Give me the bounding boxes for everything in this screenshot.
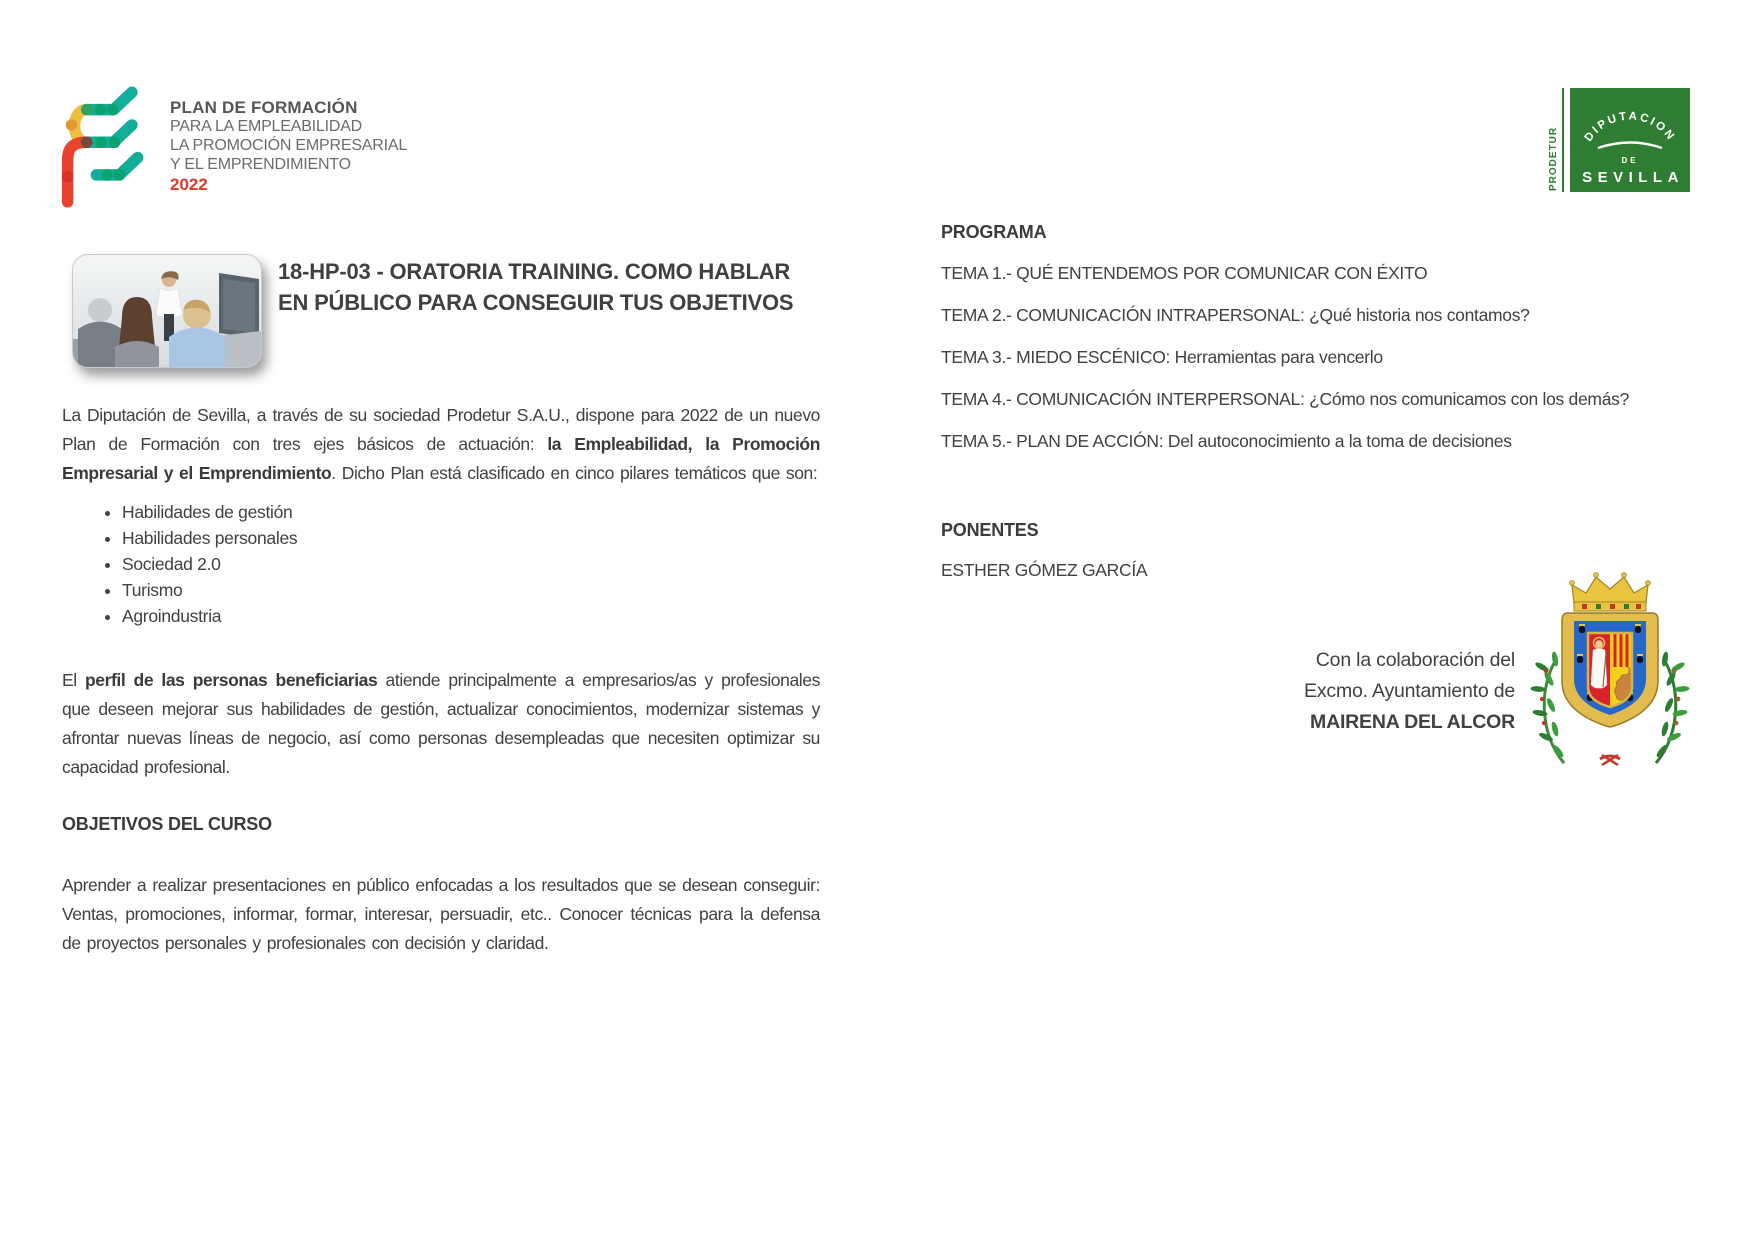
intro-paragraph — [62, 401, 820, 488]
program-item: TEMA 2.- COMUNICACIÓN INTRAPERSONAL: ¿Qué historia nos contamos? — [941, 305, 1530, 325]
beneficiaries-text-start: El — [62, 669, 85, 690]
list-item: • Turismo — [122, 577, 297, 603]
diputacion-de-text: DE — [1621, 156, 1639, 165]
shield — [1562, 613, 1658, 727]
plan-logo-line3: Y EL EMPRENDIMIENTO — [170, 156, 351, 173]
plan-formacion-logo-text — [170, 86, 407, 210]
ribbon — [1600, 755, 1620, 765]
plan-logo-line1: PARA LA EMPLEABILIDAD — [170, 118, 363, 135]
course-title-line2: EN PÚBLICO PARA CONSEGUIR TUS OBJETIVOS — [278, 290, 794, 315]
collaboration-line1: Con la colaboración del — [1315, 649, 1515, 671]
list-item: • Habilidades personales — [122, 525, 297, 551]
plan-logo-title: PLAN DE FORMACIÓN — [170, 98, 358, 117]
speaker-name: ESTHER GÓMEZ GARCÍA — [941, 560, 1148, 580]
coat-of-arms-icon — [1530, 563, 1690, 775]
plan-formacion-logo-icon — [58, 86, 154, 210]
mairena-coat-of-arms — [1530, 563, 1690, 780]
diputacion-arc-text: DIPUTACION — [1582, 110, 1678, 144]
audience-figures — [73, 297, 225, 367]
collaboration-line2: Excmo. Ayuntamiento de — [1304, 680, 1515, 702]
logo-divider-bar — [1562, 88, 1564, 192]
oak-branch-right — [1655, 651, 1690, 763]
diputacion-sevilla-square-icon — [1569, 88, 1691, 192]
list-item: • Sociedad 2.0 — [122, 551, 297, 577]
diputacion-sevilla-logo — [1548, 88, 1691, 192]
plan-logo-line2: LA PROMOCIÓN EMPRESARIAL — [170, 137, 408, 154]
prodetur-vertical-label: PRODETUR — [1548, 126, 1559, 191]
crown — [1570, 573, 1651, 611]
list-item: • Agroindustria — [122, 603, 297, 629]
intro-text-end: . Dicho Plan está clasificado en cinco pilares temáticos que son: — [331, 462, 818, 483]
beneficiaries-text-end: atiende principalmente a empresarios/as y profesionales que deseen mejorar sus habilidades de gestión, actualizar conocimientos, modernizar sistemas y afrontar nuevas líneas de negocio, así como personas desempleadas que necesiten optimizar su capacidad profesional. — [62, 669, 820, 777]
program-list — [941, 263, 1671, 473]
program-heading: PROGRAMA — [941, 222, 1047, 242]
presentation-scene-image — [73, 255, 261, 367]
plan-logo-year: 2022 — [170, 175, 208, 194]
objectives-paragraph: Aprender a realizar presentaciones en público enfocadas a los resultados que se desean conseguir: Ventas, promociones, informar, formar, interesar, persuadir, etc.. Conocer técnicas para la defensa de proyectos personales y profesionales con decisión y claridad. — [62, 874, 820, 953]
collaboration-block — [1050, 645, 1515, 738]
sevilla-text: SEVILLA — [1582, 169, 1684, 186]
beneficiaries-paragraph — [62, 666, 820, 782]
intro-text-bold: la Empleabilidad, la Promoción Empresarial y el Emprendimiento — [62, 433, 820, 483]
laurel-branch-left — [1530, 651, 1565, 763]
course-photo — [72, 254, 262, 368]
plan-formacion-logo — [58, 86, 407, 210]
course-title-line1: 18-HP-03 - ORATORIA TRAINING. COMO HABLAR — [278, 259, 791, 284]
program-item: TEMA 3.- MIEDO ESCÉNICO: Herramientas para vencerlo — [941, 347, 1383, 367]
intro-text-start: La Diputación de Sevilla, a través de su sociedad Prodetur S.A.U., dispone para 2022 de un nuevo Plan de Formación con tres ejes básicos de actuación: — [62, 404, 820, 454]
program-item: TEMA 4.- COMUNICACIÓN INTERPERSONAL: ¿Cómo nos comunicamos con los demás? — [941, 389, 1630, 409]
list-item: • Habilidades de gestión — [122, 499, 297, 525]
course-title — [278, 256, 878, 318]
speakers-heading: PONENTES — [941, 520, 1039, 540]
beneficiaries-text-bold: perfil de las personas beneficiarias — [84, 669, 378, 690]
program-item: TEMA 5.- PLAN DE ACCIÓN: Del autoconocimiento a la toma de decisiones — [941, 431, 1512, 451]
pillars-list — [100, 499, 297, 629]
collaboration-town-name: MAIRENA DEL ALCOR — [1310, 711, 1515, 733]
program-item: TEMA 1.- QUÉ ENTENDEMOS POR COMUNICAR CON ÉXITO — [941, 263, 1428, 283]
objectives-heading: OBJETIVOS DEL CURSO — [62, 814, 272, 834]
